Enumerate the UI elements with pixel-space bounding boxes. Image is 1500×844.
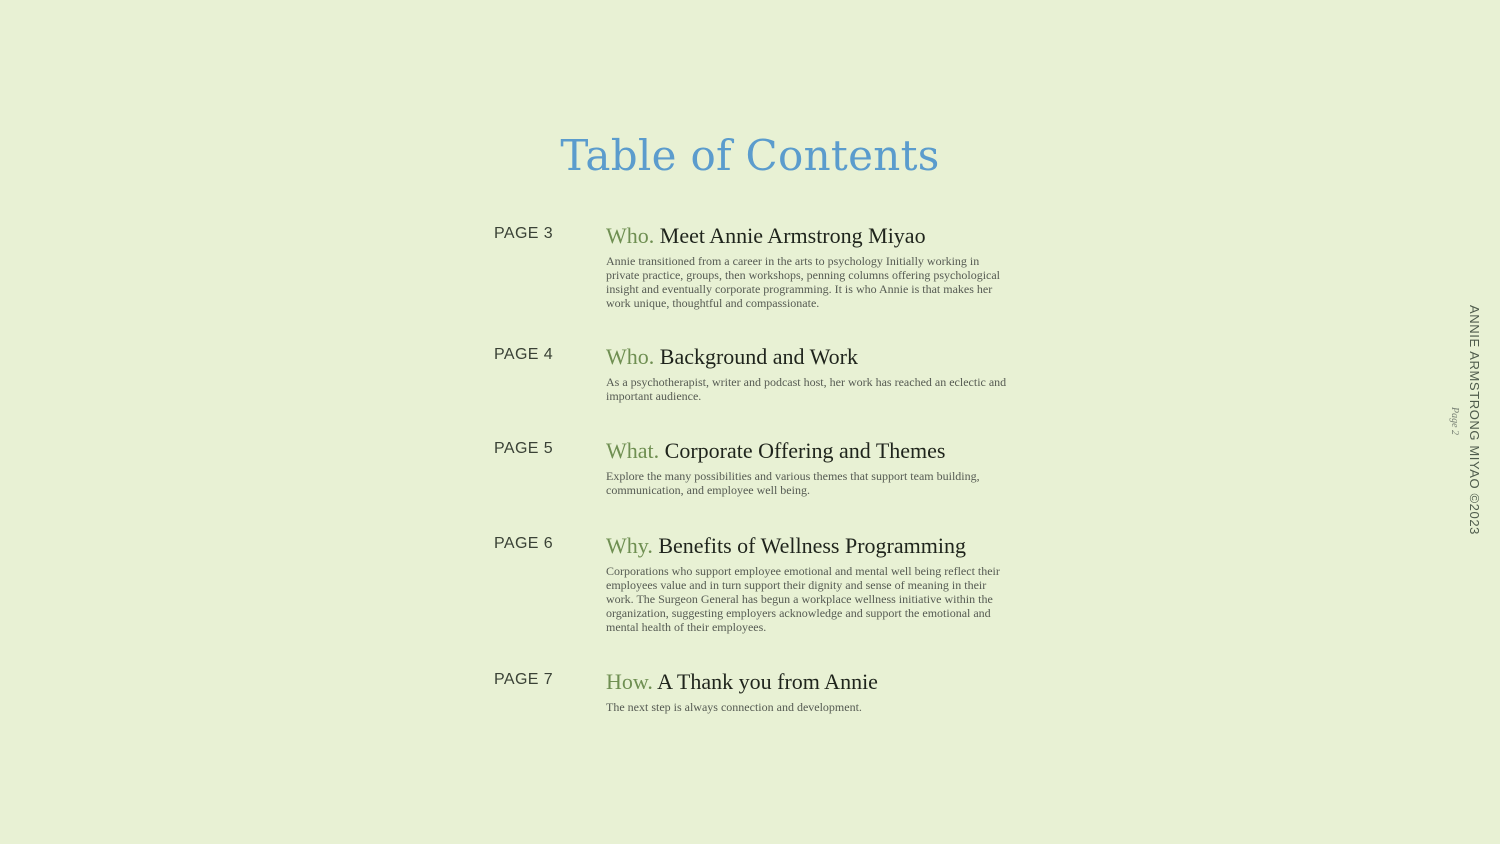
entry-keyword: Who. xyxy=(606,344,655,369)
entry-description: As a psychotherapist, writer and podcast host, her work has reached an eclectic and important audience. xyxy=(606,375,1007,403)
entry-title: Benefits of Wellness Programming xyxy=(658,533,966,558)
page-number-label: PAGE 3 xyxy=(494,225,554,242)
entry-heading[interactable] xyxy=(606,343,858,371)
entry-title: Meet Annie Armstrong Miyao xyxy=(659,223,926,248)
entry-description: Annie transitioned from a career in the arts to psychology Initially working in private practice, groups, then workshops, penning columns offering psychological insight and eventually corporate programming. It is who Annie is that makes her work unique, thoughtful and compassionate. xyxy=(606,254,1001,310)
entry-title: Corporate Offering and Themes xyxy=(664,438,946,463)
page-number-label: PAGE 5 xyxy=(494,440,554,457)
page-title: Table of Contents xyxy=(560,131,940,180)
copyright-credit: ANNIE ARMSTRONG MIYAO ©2023 xyxy=(1467,305,1482,535)
entry-description: Corporations who support employee emotional and mental well being reflect their employees value and in turn support their dignity and sense of meaning in their work. The Surgeon General has begun a workplace wellness initiative within the organization, suggesting employers acknowledge and support the emotional and mental health of their employees. xyxy=(606,564,1000,634)
page-indicator: Page 2 xyxy=(1449,406,1460,436)
entry-description: Explore the many possibilities and various themes that support team building, communication, and employee well being. xyxy=(606,469,980,497)
page-number-label: PAGE 7 xyxy=(494,671,554,688)
entry-description: The next step is always connection and development. xyxy=(606,700,862,714)
entry-heading[interactable] xyxy=(606,668,878,696)
entry-keyword: Who. xyxy=(606,223,655,248)
entry-heading[interactable] xyxy=(606,437,945,465)
entry-title: A Thank you from Annie xyxy=(657,669,878,694)
entry-keyword: Why. xyxy=(606,533,653,558)
page-number-label: PAGE 4 xyxy=(494,346,554,363)
entry-heading[interactable] xyxy=(606,222,926,250)
entry-keyword: How. xyxy=(606,669,653,694)
entry-keyword: What. xyxy=(606,438,660,463)
page-number-label: PAGE 6 xyxy=(494,535,554,552)
entry-heading[interactable] xyxy=(606,532,966,560)
entry-title: Background and Work xyxy=(659,344,858,369)
